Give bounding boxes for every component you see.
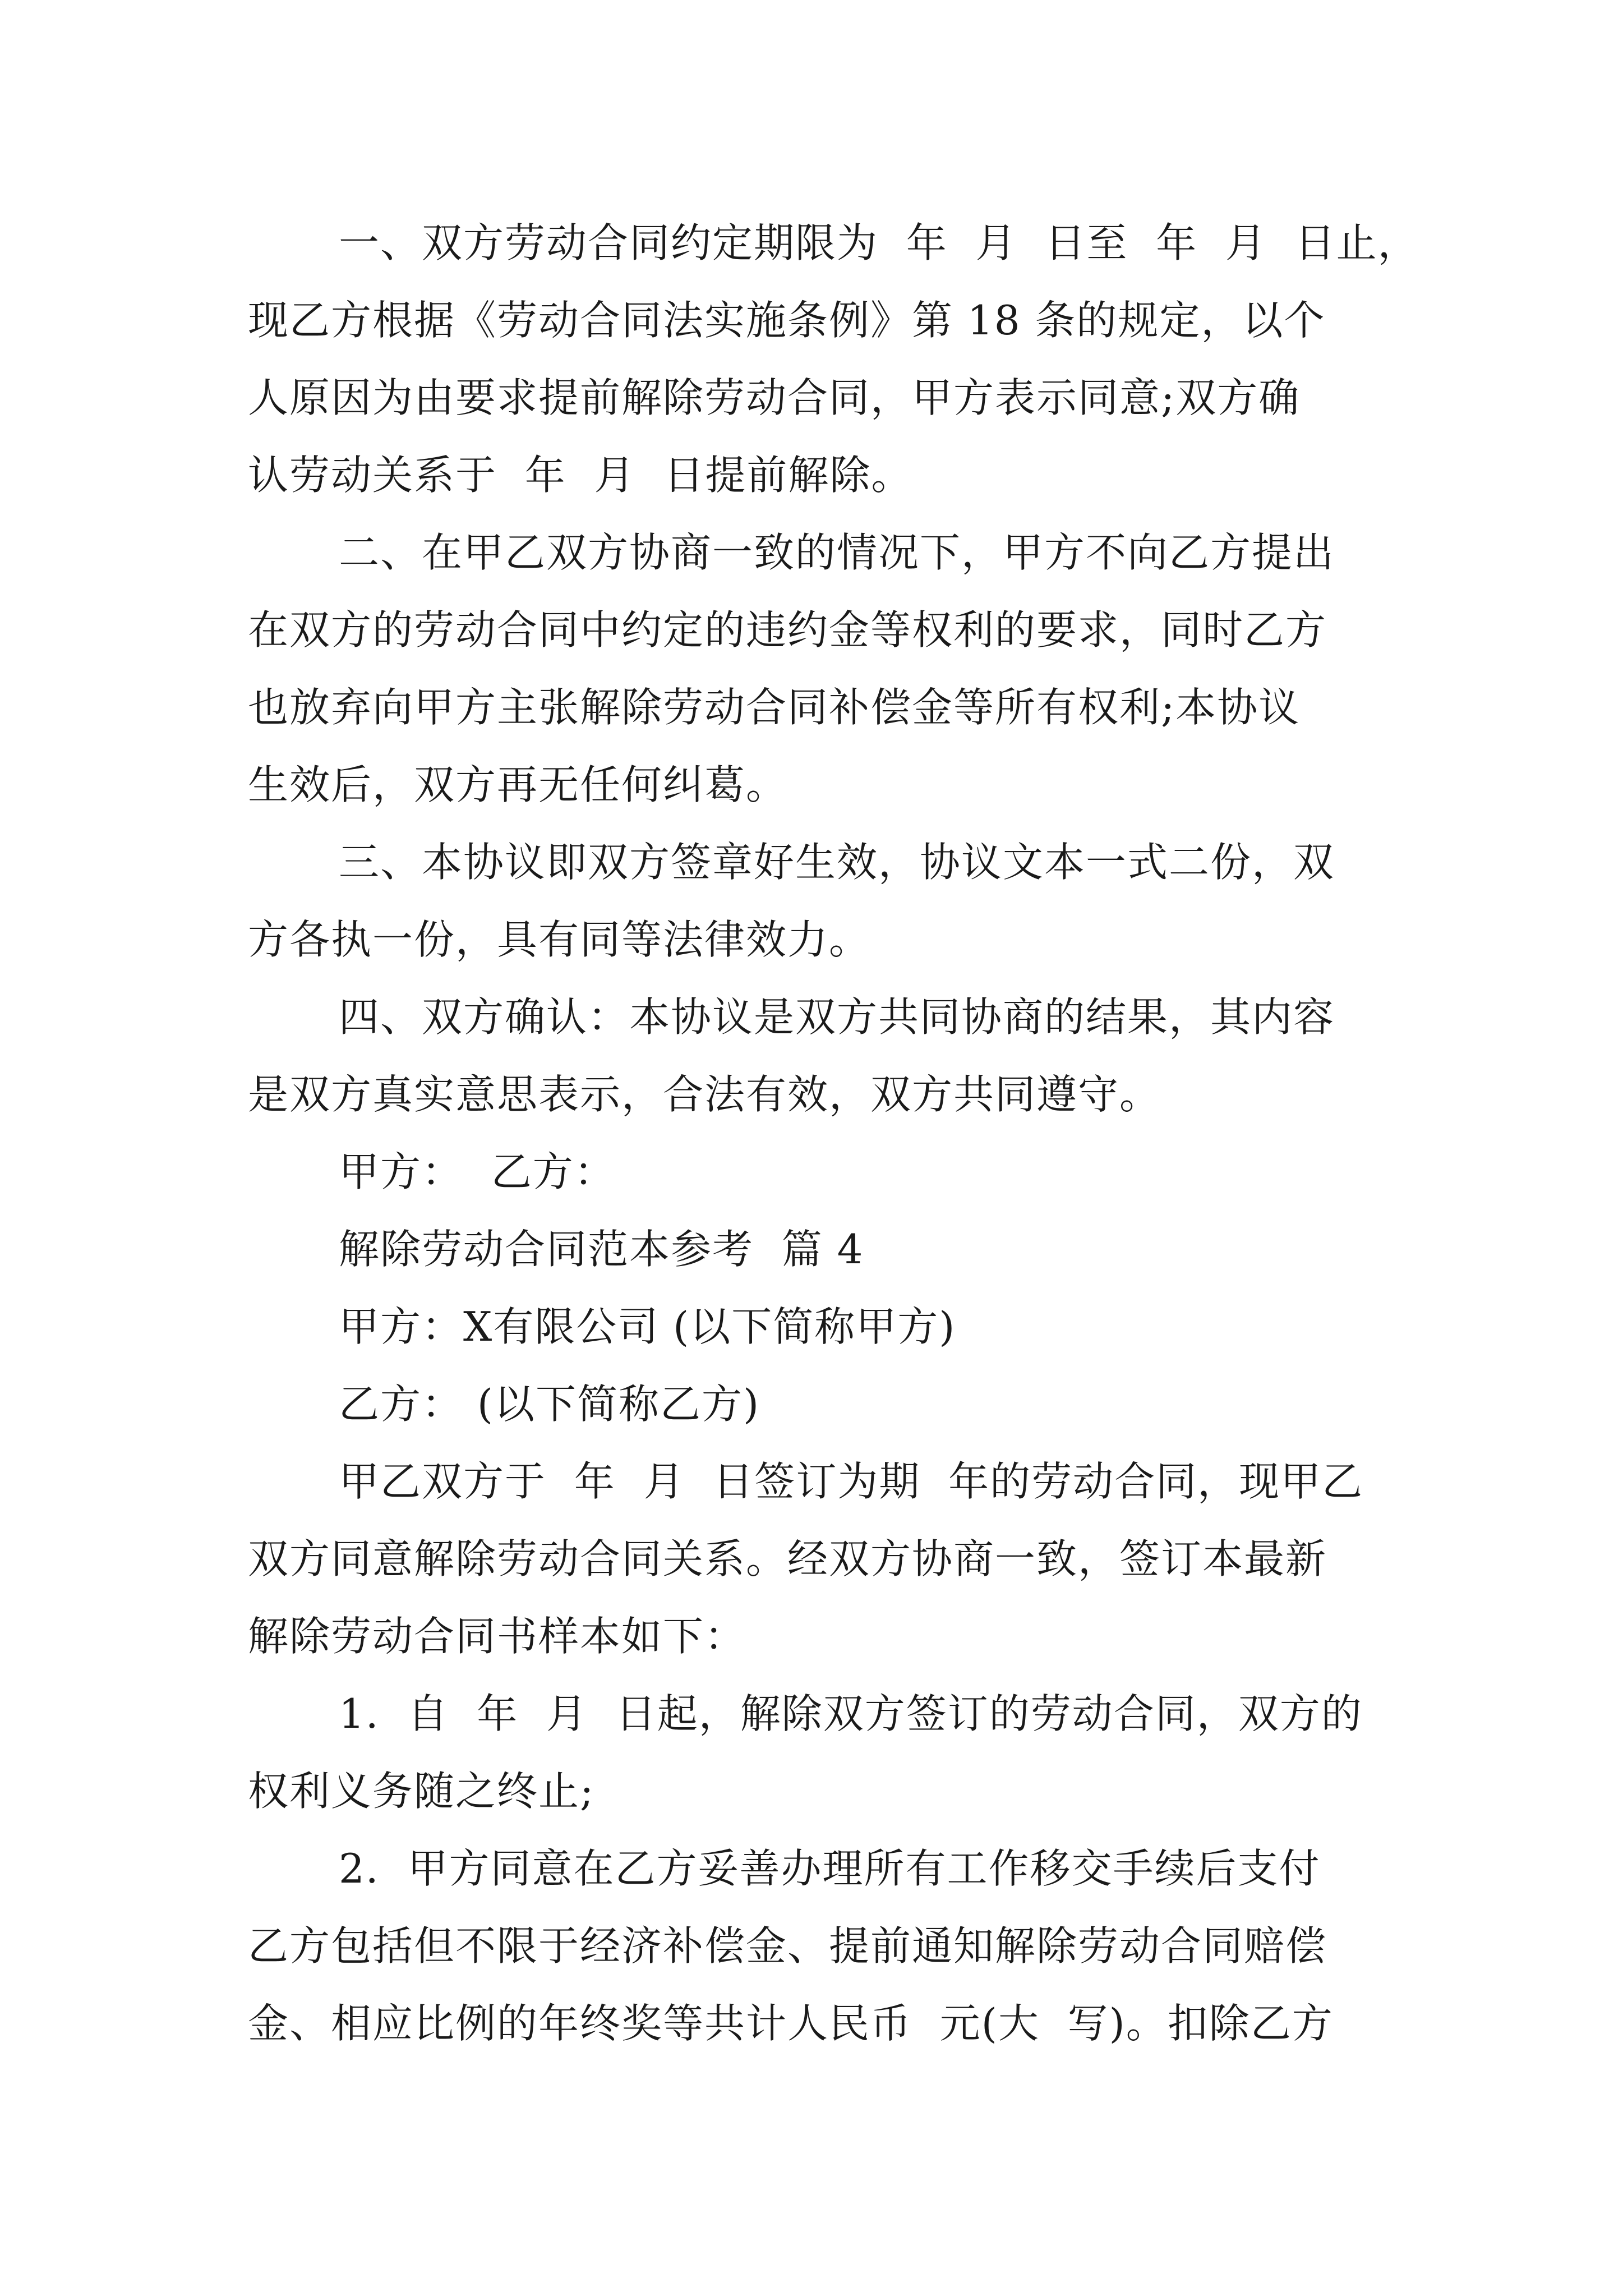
text-line: 三、本协议即双方签章好生效，协议文本一式二份，双 xyxy=(339,839,1335,886)
text-line: 一、双方劳动合同约定期限为 年 月 日至 年 月 日止， xyxy=(339,219,1419,266)
text-line: 金、相应比例的年终奖等共计人民币 元(大 写)。扣除乙方 xyxy=(248,2000,1334,2047)
text-line: 认劳动关系于 年 月 日提前解除。 xyxy=(248,452,913,499)
text-line: 权利义务随之终止; xyxy=(248,1768,595,1815)
text-line: 现乙方根据《劳动合同法实施条例》第 18 条的规定，以个 xyxy=(248,297,1326,344)
text-line: 人原因为由要求提前解除劳动合同，甲方表示同意;双方确 xyxy=(248,374,1301,421)
text-line: 乙方： (以下简称乙方) xyxy=(339,1381,760,1428)
text-line: 双方同意解除劳动合同关系。经双方协商一致，签订本最新 xyxy=(248,1535,1327,1582)
text-line: 生效后，双方再无任何纠葛。 xyxy=(248,761,788,808)
text-line: 2. 甲方同意在乙方妥善办理所有工作移交手续后支付 xyxy=(339,1845,1321,1892)
text-line: 解除劳动合同范本参考 篇 4 xyxy=(339,1226,864,1273)
text-line: 也放弃向甲方主张解除劳动合同补偿金等所有权利;本协议 xyxy=(248,684,1301,731)
text-line: 1. 自 年 月 日起，解除双方签订的劳动合同，双方的 xyxy=(339,1690,1363,1737)
text-line: 甲乙双方于 年 月 日签订为期 年的劳动合同，现甲乙 xyxy=(339,1458,1364,1505)
text-line: 二、在甲乙双方协商一致的情况下，甲方不向乙方提出 xyxy=(339,529,1335,576)
text-line: 是双方真实意思表示，合法有效，双方共同遵守。 xyxy=(248,1071,1161,1118)
text-line: 四、双方确认：本协议是双方共同协商的结果，其内容 xyxy=(339,993,1335,1041)
text-line: 解除劳动合同书样本如下： xyxy=(248,1613,746,1660)
text-line: 甲方：X有限公司 (以下简称甲方) xyxy=(339,1303,956,1350)
text-line: 乙方包括但不限于经济补偿金、提前通知解除劳动合同赔偿 xyxy=(248,1922,1327,1970)
text-line: 方各执一份，具有同等法律效力。 xyxy=(248,916,871,963)
text-line: 在双方的劳动合同中约定的违约金等权利的要求，同时乙方 xyxy=(248,606,1327,654)
text-line: 甲方： 乙方： xyxy=(339,1148,616,1195)
